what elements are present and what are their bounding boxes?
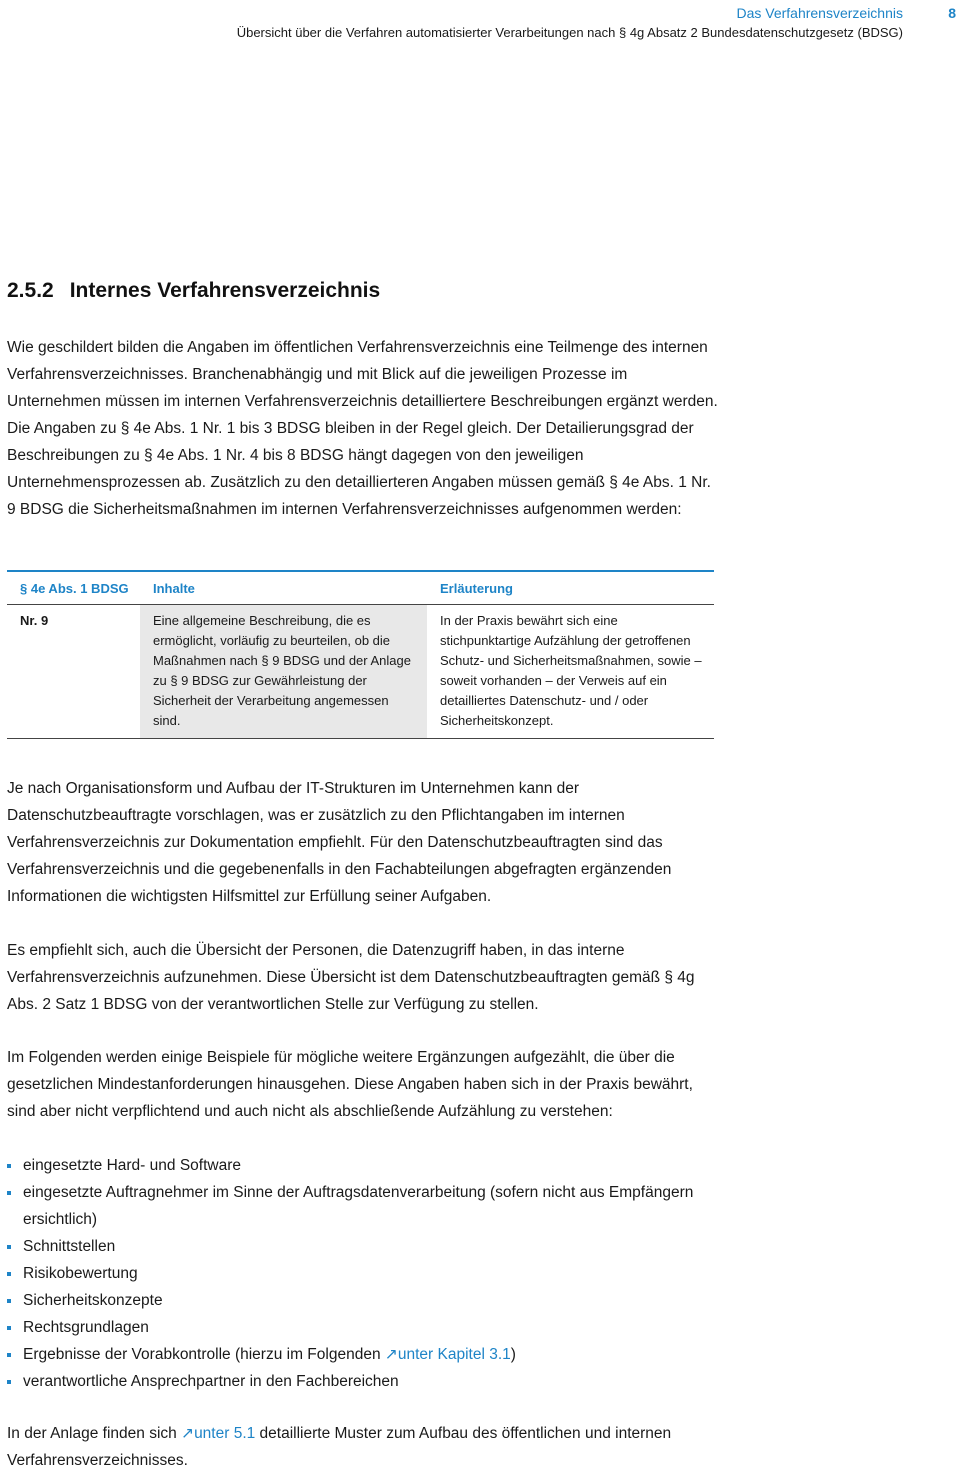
list-item-text: Rechtsgrundlagen <box>23 1319 149 1336</box>
bullet-icon <box>7 1272 11 1276</box>
section-5-1-link[interactable]: ↗unter 5.1 <box>181 1425 256 1442</box>
list-item-text: eingesetzte Auftragnehmer im Sinne der Auftragsdatenverarbeitung (sofern nicht aus Empfängern ersichtlich) <box>23 1184 694 1228</box>
paragraph-dsb: Je nach Organisationsform und Aufbau der IT-Strukturen im Unternehmen kann der Datenschutzbeauftragte vorschlagen, was er zusätzlich zu den Pflichtangaben im internen Verfahrensverzeichnis zur Dokumentation empfiehlt. Für den Datenschutzbeauftragten sind das Verfahrensverzeichnis und die gegebenenfalls in den Fachabteilungen abgefragten ergänzenden Informationen die wichtigsten Hilfsmittel zur Erfüllung seiner Aufgaben. <box>7 780 672 905</box>
list-item-text: Schnittstellen <box>23 1238 116 1255</box>
list-item <box>7 1233 719 1260</box>
list-item <box>7 1287 719 1314</box>
list-item <box>7 1152 719 1179</box>
list-item <box>7 1368 719 1395</box>
list-item-text: Sicherheitskonzepte <box>23 1292 163 1309</box>
examples-list <box>7 1152 719 1395</box>
list-item-text: Ergebnisse der Vorabkontrolle (hierzu im Folgenden <box>23 1346 385 1363</box>
list-item-text: Risikobewertung <box>23 1265 138 1282</box>
paragraph-overview: Es empfiehlt sich, auch die Übersicht der Personen, die Datenzugriff haben, in das interne Verfahrensverzeichnis aufzunehmen. Diese Übersicht ist dem Datenschutzbeauftragten gemäß § 4g Abs. 2 Satz 1 BDSG von der verantwortlichen Stelle zur Verfügung zu stellen. <box>7 942 695 1013</box>
table-row <box>7 605 714 738</box>
paragraph-examples: Im Folgenden werden einige Beispiele für mögliche weitere Ergänzungen aufgezählt, die über die gesetzlichen Mindestanforderungen hinausgehen. Diese Angaben haben sich in der Praxis bewährt, sind aber nicht verpflichtend und auch nicht als abschließende Aufzählung zu verstehen: <box>7 1049 693 1120</box>
list-item <box>7 1314 719 1341</box>
list-item <box>7 1341 719 1368</box>
section-number: 2.5.2 <box>7 279 54 302</box>
section-heading <box>7 279 380 303</box>
table-header-row <box>7 572 714 605</box>
table-header-explanation: Erläuterung <box>440 580 513 596</box>
table-header-content: Inhalte <box>153 580 195 596</box>
requirements-table <box>7 570 714 739</box>
list-item-text: verantwortliche Ansprechpartner in den Fachbereichen <box>23 1373 399 1390</box>
bullet-icon <box>7 1299 11 1303</box>
section-title: Internes Verfahrensverzeichnis <box>69 279 381 302</box>
bullet-icon <box>7 1353 11 1357</box>
header-title: Das Verfahrensverzeichnis <box>736 5 903 21</box>
list-item <box>7 1179 719 1233</box>
bullet-icon <box>7 1245 11 1249</box>
table-cell-nr: Nr. 9 <box>20 613 49 628</box>
bullet-icon <box>7 1191 11 1195</box>
paragraph-appendix <box>7 1420 719 1474</box>
header-subtitle: Übersicht über die Verfahren automatisierter Verarbeitungen nach § 4g Absatz 2 Bundesdatenschutzgesetz (BDSG) <box>236 25 903 40</box>
chapter-3-1-link[interactable]: ↗unter Kapitel 3.1 <box>384 1346 511 1363</box>
intro-paragraph: Wie geschildert bilden die Angaben im öffentlichen Verfahrensverzeichnis eine Teilmenge des internen Verfahrensverzeichnisses. Branchenabhängig und mit Blick auf die jeweiligen Prozesse im Unternehmen müssen im internen Verfahrensverzeichnis detailliertere Beschreibungen ergänzt werden. Die Angaben zu § 4e Abs. 1 Nr. 1 bis 3 BDSG bleiben in der Regel gleich. Der Detailierungsgrad der Beschreibungen zu § 4e Abs. 1 Nr. 4 bis 8 BDSG hängt dagegen von den jeweiligen Unternehmensprozessen ab. Zusätzlich zu den detaillierteren Angaben müssen gemäß § 4e Abs. 1 Nr. 9 BDSG die Sicherheitsmaßnahmen im internen Verfahrensverzeichnisses aufgenommen werden: <box>7 339 718 518</box>
bullet-icon <box>7 1380 11 1384</box>
list-item-text: eingesetzte Hard- und Software <box>23 1157 241 1174</box>
list-item <box>7 1260 719 1287</box>
appendix-text-start: In der Anlage finden sich <box>7 1425 182 1442</box>
table-cell-content: Eine allgemeine Beschreibung, die es ermöglicht, vorläufig zu beurteilen, ob die Maßnahmen nach § 9 BDSG und der Anlage zu § 9 BDSG zur Gewährleistung der Sicherheit der Verarbeitung angemessen sind. <box>140 605 427 738</box>
table-header-paragraph: § 4e Abs. 1 BDSG <box>20 580 129 596</box>
appendix-text-end: detaillierte Muster zum Aufbau des öffentlichen und internen Verfahrensverzeichnisses. <box>7 1425 672 1469</box>
table-cell-explanation: In der Praxis bewährt sich eine stichpunktartige Aufzählung der getroffenen Schutz- und Sicherheitsmaßnahmen, sowie – soweit vorhanden – der Verweis auf ein detailliertes Datenschutz- und / oder Sicherheitskonzept. <box>440 613 702 728</box>
page-number: 8 <box>948 5 956 21</box>
list-item-text-end: ) <box>510 1346 516 1363</box>
bullet-icon <box>7 1164 11 1168</box>
bullet-icon <box>7 1326 11 1330</box>
